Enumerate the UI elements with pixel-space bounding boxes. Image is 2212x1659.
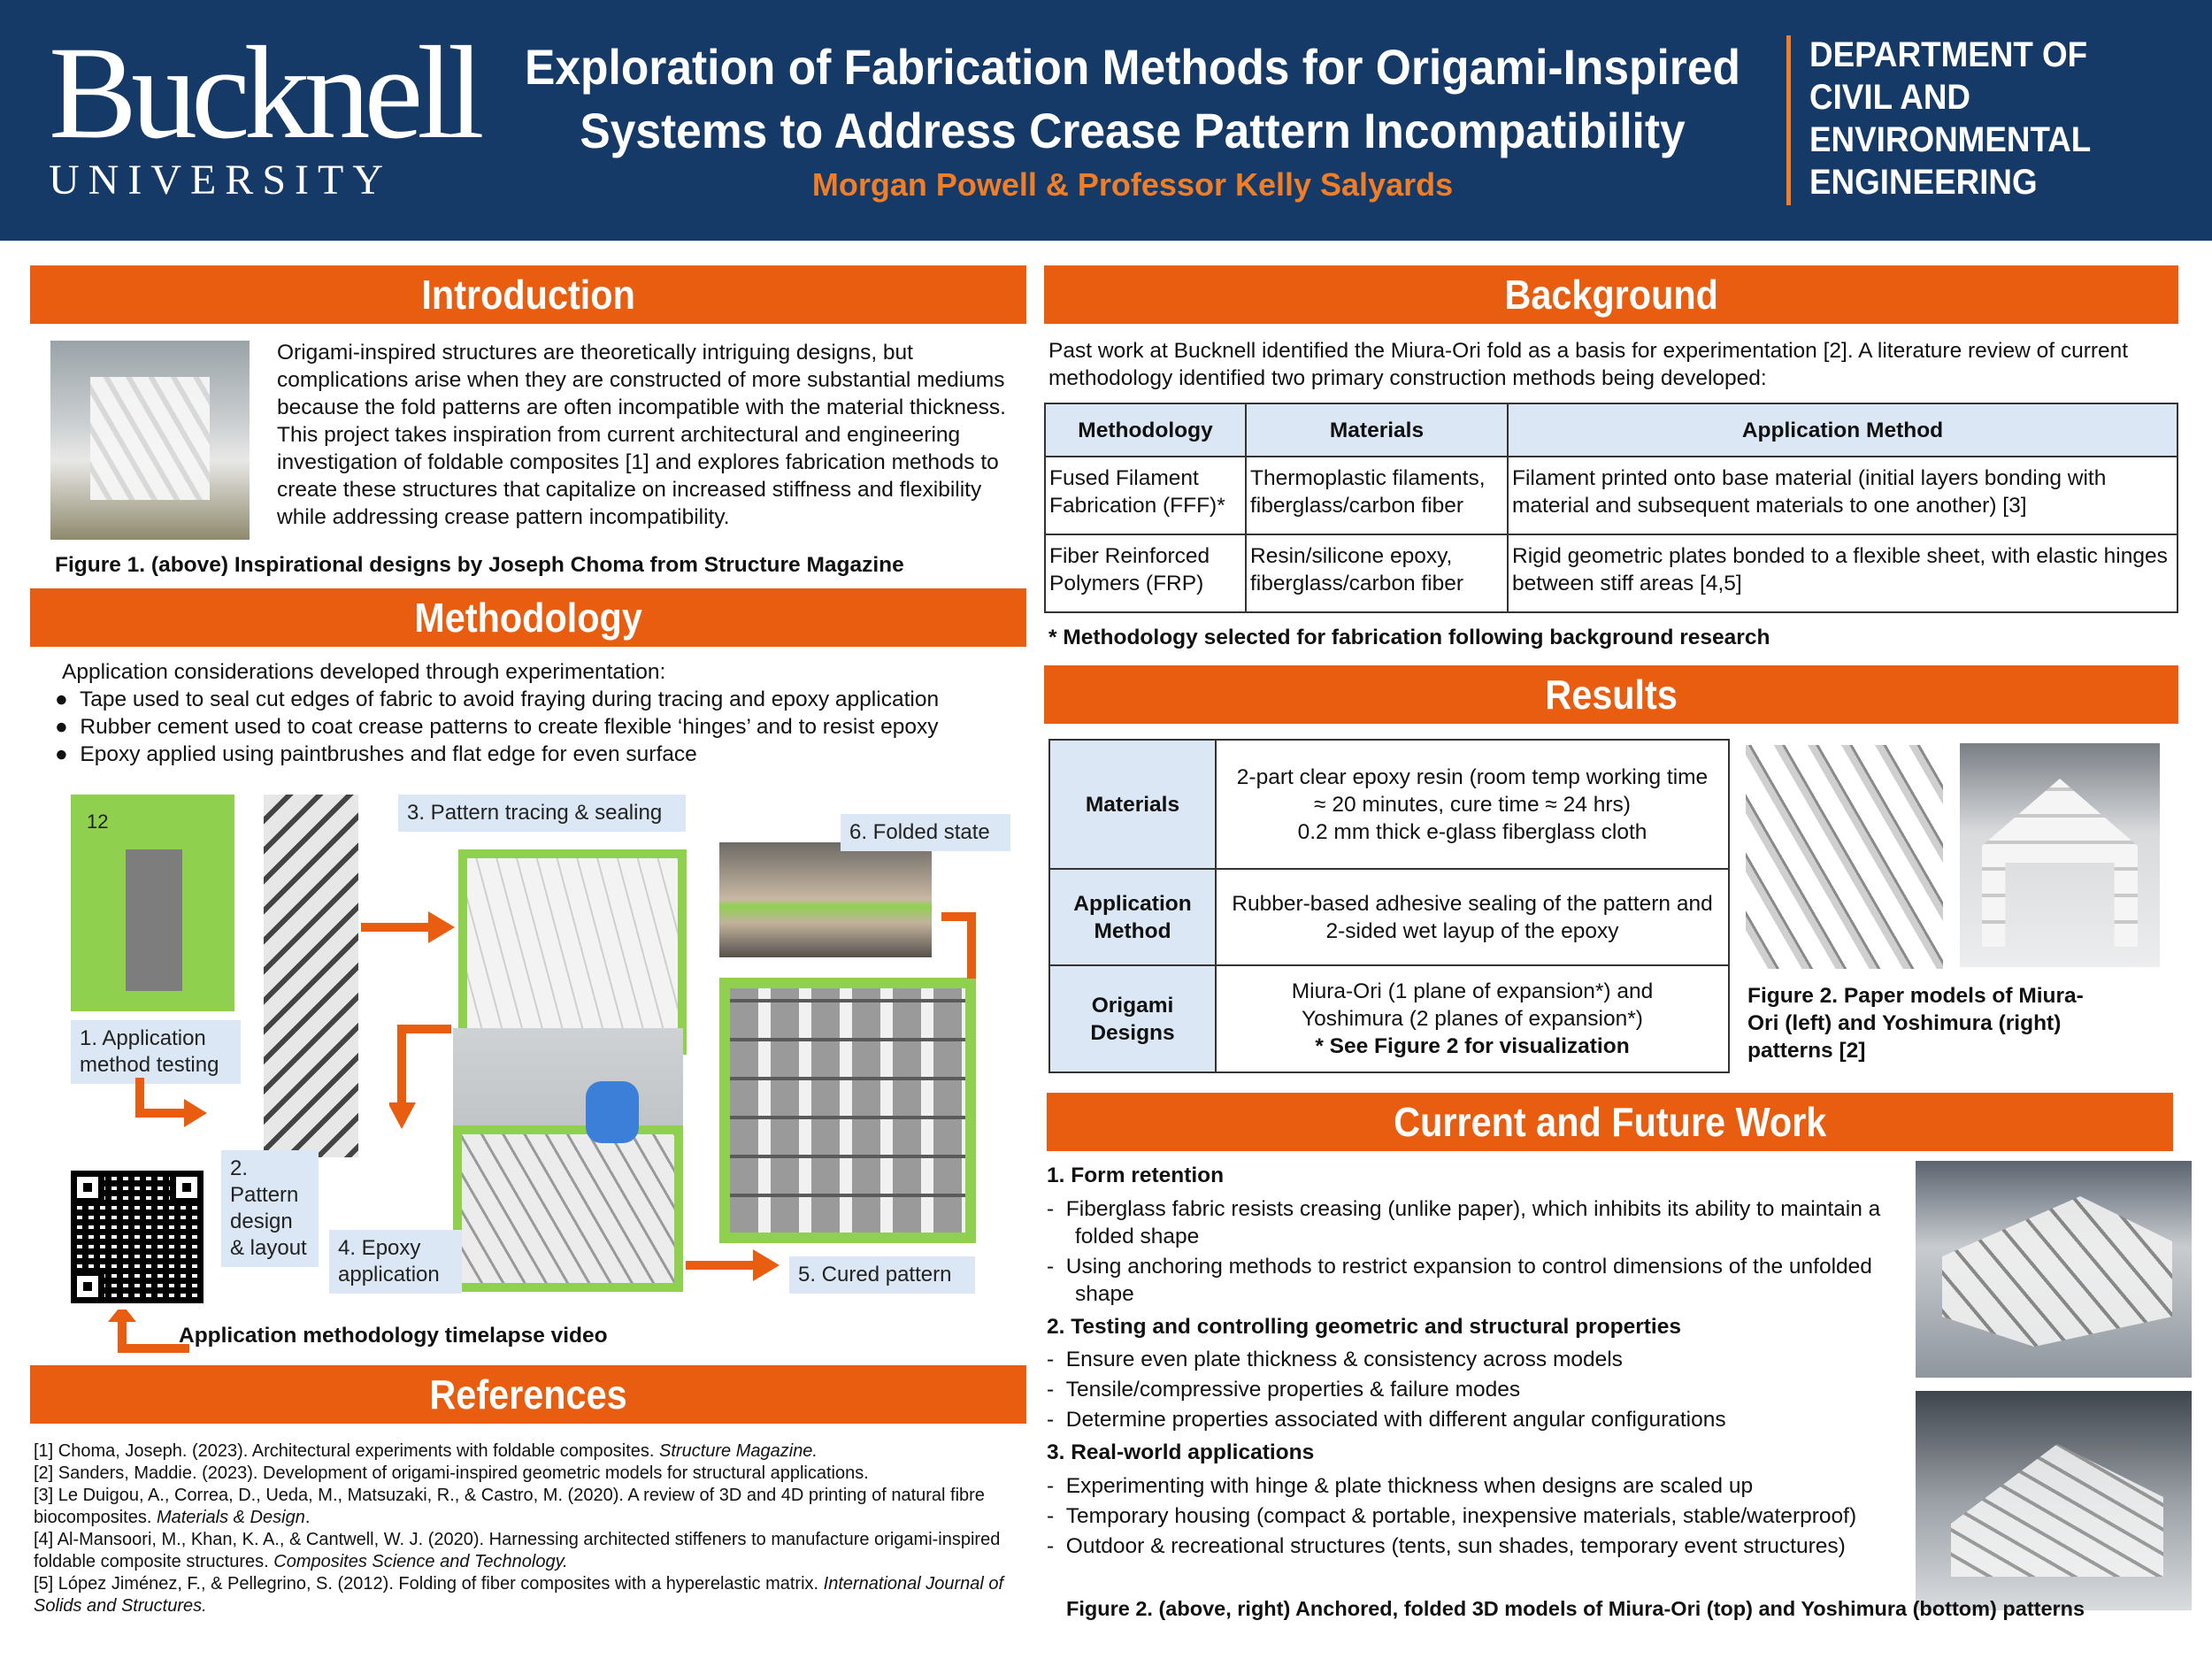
list-item: - Fiberglass fabric resists creasing (unlike paper), which inhibits its ability to maintain a folded shape <box>1047 1196 1881 1248</box>
qr-code[interactable] <box>71 1171 204 1303</box>
references-list <box>34 1440 1033 1617</box>
bucknell-logo <box>49 19 479 204</box>
tracing-photo <box>458 849 687 1055</box>
yoshimura-paper-photo <box>1960 743 2160 967</box>
cured-pattern-photo <box>719 978 976 1243</box>
dept-divider <box>1786 35 1791 205</box>
reference-item: [4] Al-Mansoori, M., Khan, K. A., & Cantwell, W. J. (2020). Harnessing architected stiffeners to manufacture origami-inspired foldable composite structures. Composites Science and Technology. <box>34 1530 1001 1571</box>
table-header: Materials <box>1246 403 1508 457</box>
bullet-item: ● Epoxy applied using paintbrushes and flat edge for even surface <box>55 742 697 766</box>
results-value: Rubber-based adhesive sealing of the pattern and 2-sided wet layup of the epoxy <box>1216 869 1729 965</box>
future-section-title: 1. Form retention <box>1047 1164 1225 1187</box>
dept-line: ENGINEERING <box>1809 163 2038 202</box>
table-cell: Fiber Reinforced Polymers (FRP) <box>1045 534 1246 612</box>
step-2-label: 2. Pattern design & layout <box>221 1150 319 1267</box>
miura-ori-paper-photo <box>1746 745 1943 969</box>
dept-line: ENVIRONMENTAL <box>1809 120 2092 159</box>
table-row <box>1049 965 1729 1072</box>
methodology-heading: Methodology <box>30 588 1026 647</box>
list-item: - Determine properties associated with different angular configurations <box>1047 1408 1726 1432</box>
table-row <box>1049 740 1729 869</box>
table-cell: Resin/silicone epoxy, fiberglass/carbon fiber <box>1246 534 1508 612</box>
poster-title <box>514 35 1751 163</box>
step-3-label: 3. Pattern tracing & sealing <box>398 795 686 832</box>
table-cell: Rigid geometric plates bonded to a flexible sheet, with elastic hinges between stiff areas [4,5] <box>1508 534 2177 612</box>
arrow-right-icon <box>686 1239 783 1292</box>
references-heading: References <box>30 1365 1026 1424</box>
figure-2-caption: Figure 2. Paper models of Miura-Ori (left) and Yoshimura (right) patterns [2] <box>1747 984 2084 1063</box>
reference-item: [1] Choma, Joseph. (2023). Architectural experiments with foldable composites. Structure Magazine. <box>34 1441 818 1461</box>
authors: Morgan Powell & Professor Kelly Salyards <box>811 166 1454 203</box>
methodology-bullets <box>55 686 1028 768</box>
table-header: Application Method <box>1508 403 2177 457</box>
title-line-1: Exploration of Fabrication Methods for Origami-Inspired <box>525 39 1740 95</box>
list-item: - Temporary housing (compact & portable, inexpensive materials, stable/waterproof) <box>1047 1503 1857 1528</box>
poster-header <box>0 0 2212 241</box>
intro-body: Origami-inspired structures are theoretically intriguing designs, but complications arise when they are constructed of more substantial mediums because the fold patterns are often incompatible with the material thickness. This project takes inspiration from current architectural and engineering investigation of foldable composites [1] and explores fabrication methods to create these structures that capitalize on increased stiffness and flexibility while addressing crease pattern incompatibility. <box>277 341 1006 529</box>
pattern-strip-photo <box>264 795 358 1157</box>
future-section-title: 3. Real-world applications <box>1047 1440 1315 1464</box>
table-row <box>1049 869 1729 965</box>
bullet-item: ● Tape used to seal cut edges of fabric to avoid fraying during tracing and epoxy application <box>55 687 940 711</box>
background-body: Past work at Bucknell identified the Miura-Ori fold as a basis for experimentation [2]. A literature review of current methodology identified two primary construction methods being developed: <box>1048 339 2129 390</box>
miura-ori-model-photo <box>1916 1161 2192 1378</box>
table-cell: Filament printed onto base material (initial layers bonding with material and subsequent materials to one another) [3] <box>1508 457 2177 534</box>
figure-1-caption: Figure 1. (above) Inspirational designs by Joseph Choma from Structure Magazine <box>55 553 904 577</box>
step-4-label: 4. Epoxy application <box>329 1230 462 1294</box>
intro-heading: Introduction <box>30 265 1026 324</box>
table-cell: Thermoplastic filaments, fiberglass/carbon fiber <box>1246 457 1508 534</box>
arrow-right-icon <box>361 901 458 954</box>
results-table <box>1048 739 1730 1073</box>
future-work-heading: Current and Future Work <box>1047 1093 2173 1151</box>
arrow-down-icon <box>389 1025 460 1140</box>
results-label: Origami Designs <box>1049 965 1216 1072</box>
folded-state-photo <box>719 842 932 957</box>
step-6-label: 6. Folded state <box>841 814 1010 851</box>
results-value: Miura-Ori (1 plane of expansion*) and Yoshimura (2 planes of expansion*) * See Figure 2 for visualization <box>1216 965 1729 1072</box>
list-item: - Tensile/compressive properties & failure modes <box>1047 1378 1521 1402</box>
list-item: - Ensure even plate thickness & consistency across models <box>1047 1348 1623 1371</box>
list-item: - Experimenting with hinge & plate thickness when designs are scaled up <box>1047 1473 1754 1498</box>
reference-item: [2] Sanders, Maddie. (2023). Development of origami-inspired geometric models for structural applications. <box>34 1463 869 1483</box>
yoshimura-model-photo <box>1916 1391 2192 1610</box>
logo-sub: UNIVERSITY <box>49 157 392 204</box>
reference-item: [5] López Jiménez, F., & Pellegrino, S. (2012). Folding of fiber composites with a hyperelastic matrix. International Journal of Solids and Structures. <box>34 1574 1004 1616</box>
table-row <box>1045 457 2177 534</box>
list-item: - Using anchoring methods to restrict expansion to control dimensions of the unfolded shape <box>1047 1254 1872 1306</box>
title-line-2: Systems to Address Crease Pattern Incompatibility <box>580 103 1686 158</box>
methodology-lead: Application considerations developed through experimentation: <box>62 660 666 684</box>
future-work-list <box>1047 1159 1923 1563</box>
results-label: Materials <box>1049 740 1216 869</box>
background-heading: Background <box>1044 265 2178 324</box>
sample-photo <box>71 795 234 1011</box>
epoxy-application-photo <box>453 1028 683 1292</box>
intro-photo <box>50 341 250 540</box>
results-label: Application Method <box>1049 869 1216 965</box>
dept-line: CIVIL AND <box>1809 78 1970 117</box>
results-heading: Results <box>1044 665 2178 724</box>
figure-2b-caption: Figure 2. (above, right) Anchored, folded 3D models of Miura-Ori (top) and Yoshimura (bottom) patterns <box>1066 1597 2085 1620</box>
sample-label: 12 <box>87 810 109 833</box>
bullet-item: ● Rubber cement used to coat crease patterns to create flexible ‘hinges’ and to resist epoxy <box>55 715 939 739</box>
table-row <box>1045 534 2177 612</box>
arrow-up-icon <box>938 901 991 980</box>
table-cell: Fused Filament Fabrication (FFF)* <box>1045 457 1246 534</box>
step-5-label: 5. Cured pattern <box>789 1256 975 1294</box>
arrow-down-right-icon <box>133 1078 212 1140</box>
reference-item: [3] Le Duigou, A., Correa, D., Ueda, M., Matsuzaki, R., & Castro, M. (2020). A review of 3D and 4D printing of natural fibre biocomposites. Materials & Design. <box>34 1486 985 1527</box>
logo-word: Bucknell <box>49 19 479 166</box>
future-section-title: 2. Testing and controlling geometric and structural properties <box>1047 1314 1681 1339</box>
department-name <box>1809 34 2151 204</box>
dept-line: DEPARTMENT OF <box>1809 35 2088 74</box>
step-1-label: 1. Application method testing <box>71 1020 241 1084</box>
video-caption: Application methodology timelapse video <box>179 1324 608 1348</box>
table-header: Methodology <box>1045 403 1246 457</box>
results-value: 2-part clear epoxy resin (room temp working time ≈ 20 minutes, cure time ≈ 24 hrs) 0.2 mm thick e-glass fiberglass cloth <box>1216 740 1729 869</box>
methodology-table <box>1044 403 2178 613</box>
background-note: * Methodology selected for fabrication following background research <box>1048 626 1770 649</box>
list-item: - Outdoor & recreational structures (tents, sun shades, temporary event structures) <box>1047 1533 1846 1558</box>
